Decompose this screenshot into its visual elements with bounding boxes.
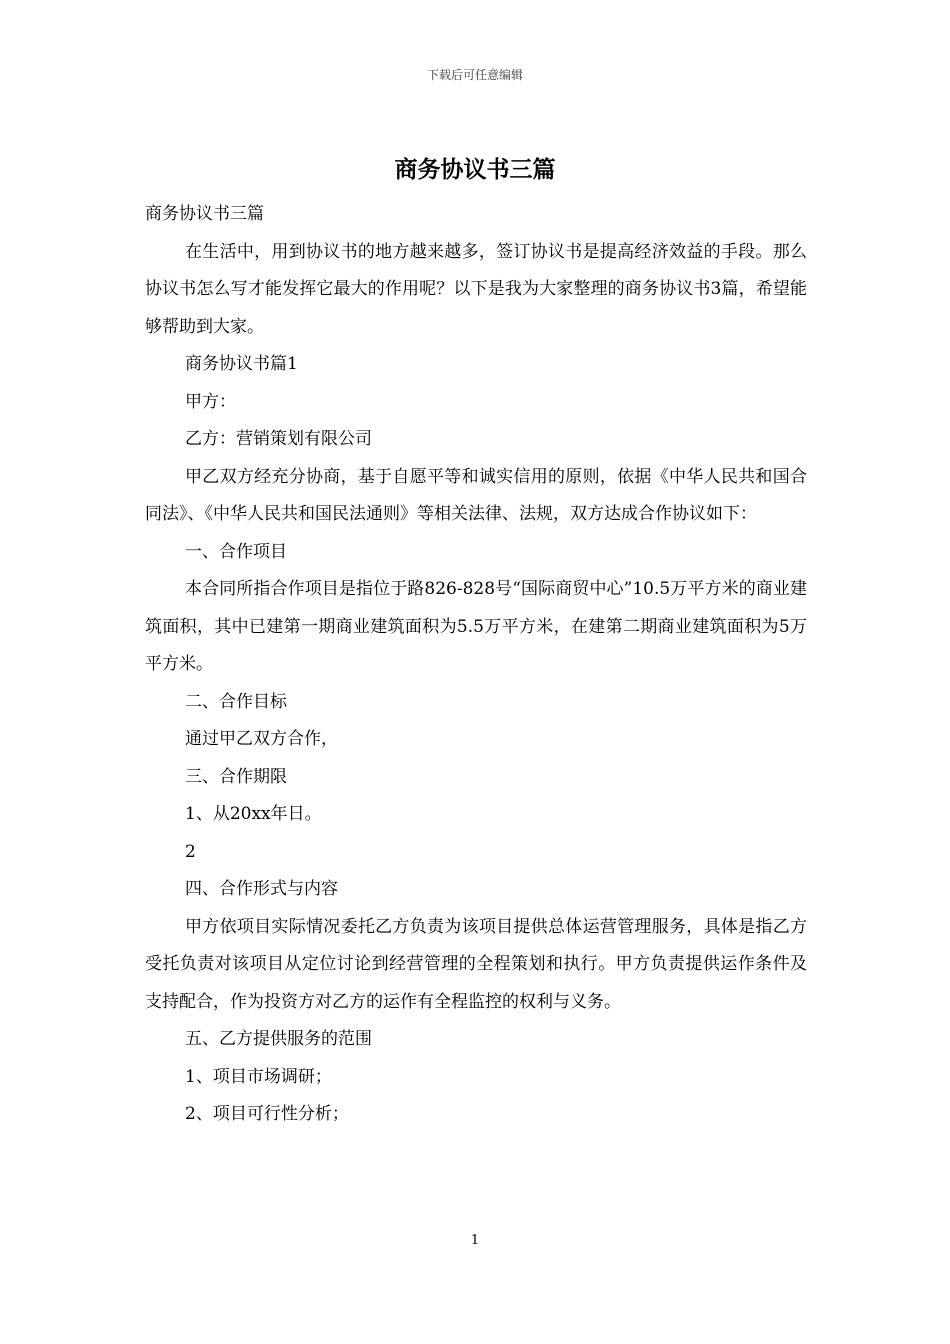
clause-4-paragraph: 甲方依项目实际情况委托乙方负责为该项目提供总体运营管理服务，具体是指乙方受托负责对该项目从定位讨论到经营管理的全程策划和执行。甲方负责提供运作条件及支持配合，作为投资方对乙方的运作有全程监控的权利与义务。 [145,916,807,1012]
page-number: 1 [470,1233,480,1248]
clause-2-paragraph: 通过甲乙双方合作， [185,729,338,749]
clause-3-item-1: 1、从20xx年日。 [185,804,322,824]
intro-paragraph: 在生活中，用到协议书的地方越来越多，签订协议书是提高经济效益的手段。那么协议书怎么写才能发挥它最大的作用呢？以下是我为大家整理的商务协议书3篇，希望能够帮助到大家。 [145,241,807,337]
clause-heading-5: 五、乙方提供服务的范围 [185,1029,372,1049]
clause-heading-2: 二、合作目标 [185,691,287,712]
preamble-paragraph: 甲乙双方经充分协商，基于自愿平等和诚实信用的原则，依据《中华人民共和国合同法》、《中华人民共和国民法通则》等相关法律、法规，双方达成合作协议如下： [145,466,807,524]
party-a-line: 甲方： [185,391,236,412]
document-title: 商务协议书三篇 [394,156,556,183]
party-b-line: 乙方：营销策划有限公司 [185,429,372,449]
clause-3-item-2: 2 [185,841,196,862]
clause-heading-4: 四、合作形式与内容 [185,879,338,899]
clause-5-item-1: 1、项目市场调研； [185,1066,332,1087]
clause-heading-1: 一、合作项目 [185,541,287,562]
header-note: 下载后可任意编辑 [426,68,523,82]
section-heading-agreement-1: 商务协议书篇1 [185,354,298,374]
subtitle-paragraph: 商务协议书三篇 [145,204,264,224]
clause-heading-3: 三、合作期限 [185,766,287,787]
clause-5-item-2: 2、项目可行性分析； [185,1104,349,1124]
clause-1-paragraph: 本合同所指合作项目是指位于路826-828号“国际商贸中心”10.5万平方米的商业建筑面积，其中已建第一期商业建筑面积为5.5万平方米，在建第二期商业建筑面积为5万平方米。 [145,579,807,674]
document-body [145,196,807,1134]
